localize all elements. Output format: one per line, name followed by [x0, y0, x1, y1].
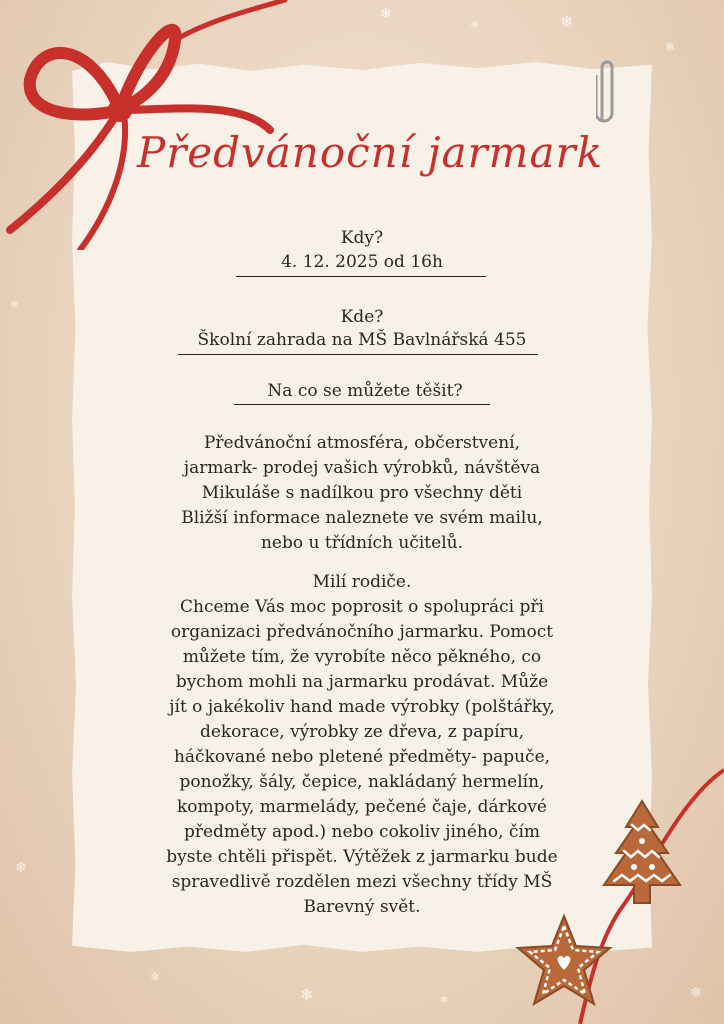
message-line: organizaci předvánočního jarmarku. Pomoct	[170, 622, 554, 642]
message-line: jít o jakékoliv hand made výrobky (polštářky,	[169, 697, 555, 717]
paper-clip-icon	[596, 55, 618, 130]
when-answer: 4. 12. 2025 od 16h	[281, 252, 443, 272]
snowflake-icon: ❄	[150, 970, 161, 984]
program-line: nebo u třídních učitelů.	[260, 533, 463, 553]
greeting: Milí rodiče.	[312, 572, 412, 592]
message-line: Chceme Vás moc poprosit o spolupráci při	[180, 597, 544, 617]
when-question: Kdy?	[340, 228, 384, 248]
program-text	[100, 431, 624, 556]
message-line: můžete tím, že vyrobíte něco pěkného, co	[182, 647, 542, 667]
snowflake-icon: ❄	[470, 20, 479, 31]
snowflake-icon: ❄	[10, 300, 19, 311]
message-line: ponožky, šály, čepice, nakládaný hermelín,	[179, 772, 545, 792]
program-line: jarmark- prodej vašich výrobků, návštěva	[183, 458, 541, 478]
snowflake-icon: ❄	[440, 995, 449, 1006]
message-line: kompoty, marmelády, pečené čaje, dárkové	[176, 797, 547, 817]
divider	[178, 354, 538, 355]
message-line: byste chtěli přispět. Výtěžek z jarmarku bude	[166, 847, 558, 867]
gingerbread-star-icon	[514, 912, 614, 1008]
where-question: Kde?	[340, 307, 384, 327]
program-line: Předvánoční atmosféra, občerstvení,	[203, 433, 521, 453]
divider	[236, 276, 486, 277]
where-answer: Školní zahrada na MŠ Bavlnářská 455	[197, 330, 527, 350]
snowflake-icon: ❄	[665, 40, 676, 54]
message-line: Barevný svět.	[303, 897, 421, 917]
message-line: bychom mohli na jarmarku prodávat. Může	[175, 672, 549, 692]
message-text	[100, 570, 624, 920]
message-line: spravedlivě rozdělen mezi všechny třídy MŠ	[171, 872, 553, 892]
divider	[234, 404, 490, 405]
message-line: předměty apod.) nebo cokoliv jiného, čím	[183, 822, 541, 842]
page-title: Předvánoční jarmark	[136, 128, 604, 177]
program-line: Bližší informace naleznete ve svém mailu,	[181, 508, 543, 528]
snowflake-icon: ❄	[15, 860, 27, 876]
program-line: Mikuláše s nadílkou pro všechny děti	[201, 483, 523, 503]
ribbon-bow-icon	[0, 0, 300, 250]
gingerbread-tree-icon	[598, 797, 686, 909]
snowflake-icon: ❄	[300, 985, 314, 1004]
snowflake-icon: ❄	[560, 12, 574, 31]
snowflake-icon: ❄	[690, 985, 702, 1001]
message-line: háčkované nebo pletené předměty- papuče,	[173, 747, 551, 767]
snowflake-icon: ❄	[380, 6, 392, 22]
look-forward-heading: Na co se můžete těšit?	[267, 381, 463, 401]
message-line: dekorace, výrobky ze dřeva, z papíru,	[199, 722, 525, 742]
